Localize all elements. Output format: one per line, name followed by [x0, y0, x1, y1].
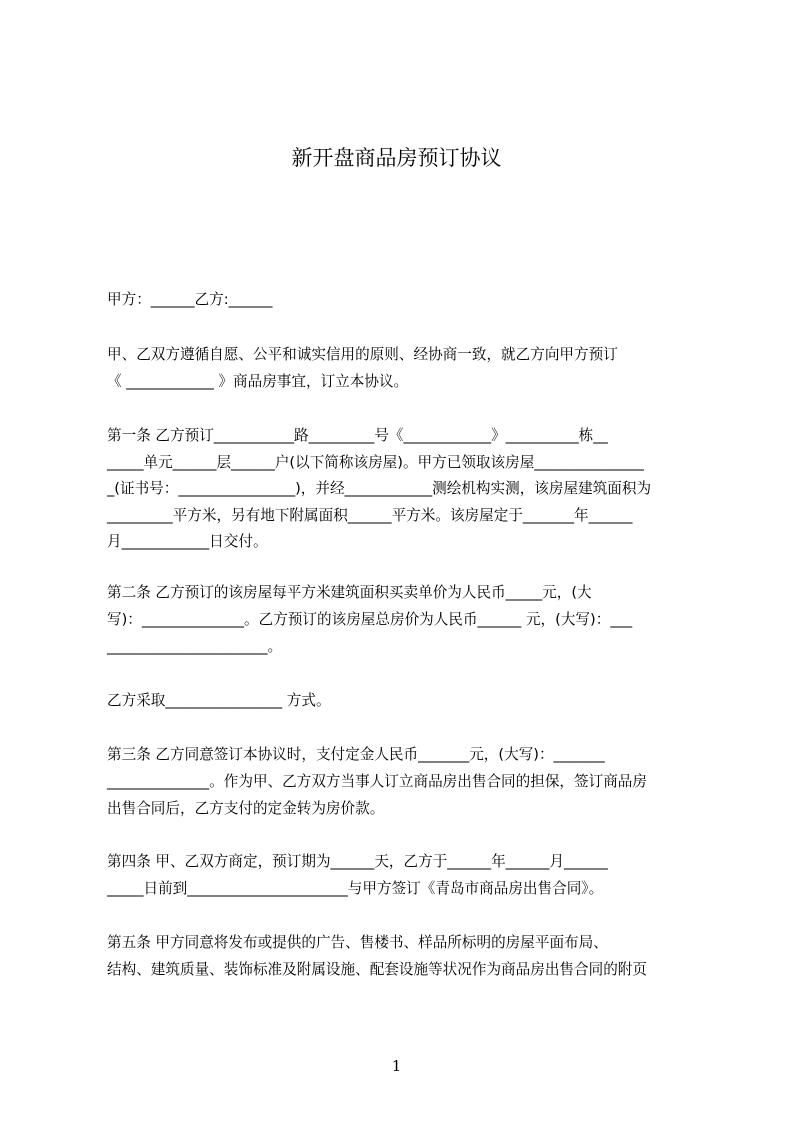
article-4-line-2: _____日前到______________________与甲方签订《青岛市商品房出售合同》。	[107, 880, 604, 897]
article-5-line-2: 结构、建筑质量、装饰标准及附属设施、配套设施等状况作为商品房出售合同的附页	[107, 961, 647, 978]
article-2-line-3: ______________________。	[107, 638, 283, 655]
article-3-line-1: 第三条 乙方同意签订本协议时，支付定金人民币_______元，(大写)：_______	[107, 746, 605, 763]
article-2-line-2: 写)：______________。乙方预订的该房屋总房价为人民币______ 元，(大写)：___	[107, 611, 633, 628]
article-3-line-3: 出售合同后，乙方支付的定金转为房价款。	[107, 800, 385, 817]
page-number: 1	[391, 1057, 402, 1075]
article-1-line-5: 月____________日交付。	[107, 533, 268, 550]
article-4-line-1: 第四条 甲、乙双方商定，预订期为______天，乙方于______年______月______	[107, 853, 608, 870]
preamble-line-2: 《 ____________ 》商品房事宜，订立本协议。	[107, 373, 409, 390]
article-1-line-3: _(证书号：________________)，并经____________测绘机构实测，该房屋建筑面积为	[107, 480, 652, 497]
article-1-line-1: 第一条 乙方预订___________路_________号《____________》__________栋__	[107, 427, 608, 444]
article-1-line-2: _____单元______层______户(以下简称该房屋)。甲方已领取该房屋_______________	[107, 454, 644, 471]
payment-method-line: 乙方采取________________ 方式。	[107, 692, 331, 709]
preamble-line-1: 甲、乙双方遵循自愿、公平和诚实信用的原则、经协商一致，就乙方向甲方预订	[107, 346, 618, 363]
article-5-line-1: 第五条 甲方同意将发布或提供的广告、售楼书、样品所标明的房屋平面布局、	[107, 934, 608, 951]
article-1-line-4: _________平方米，另有地下附属面积______平方米。该房屋定于_______年______	[107, 507, 633, 524]
article-2-line-1: 第二条 乙方预订的该房屋每平方米建筑面积买卖单价为人民币_____元，(大	[107, 584, 592, 601]
article-3-line-2: ______________。作为甲、乙方双方当事人订立商品房出售合同的担保，签订商品房	[107, 773, 647, 790]
page-title: 新开盘商品房预订协议	[291, 146, 502, 170]
party-line: 甲方：______乙方:______	[107, 291, 273, 308]
